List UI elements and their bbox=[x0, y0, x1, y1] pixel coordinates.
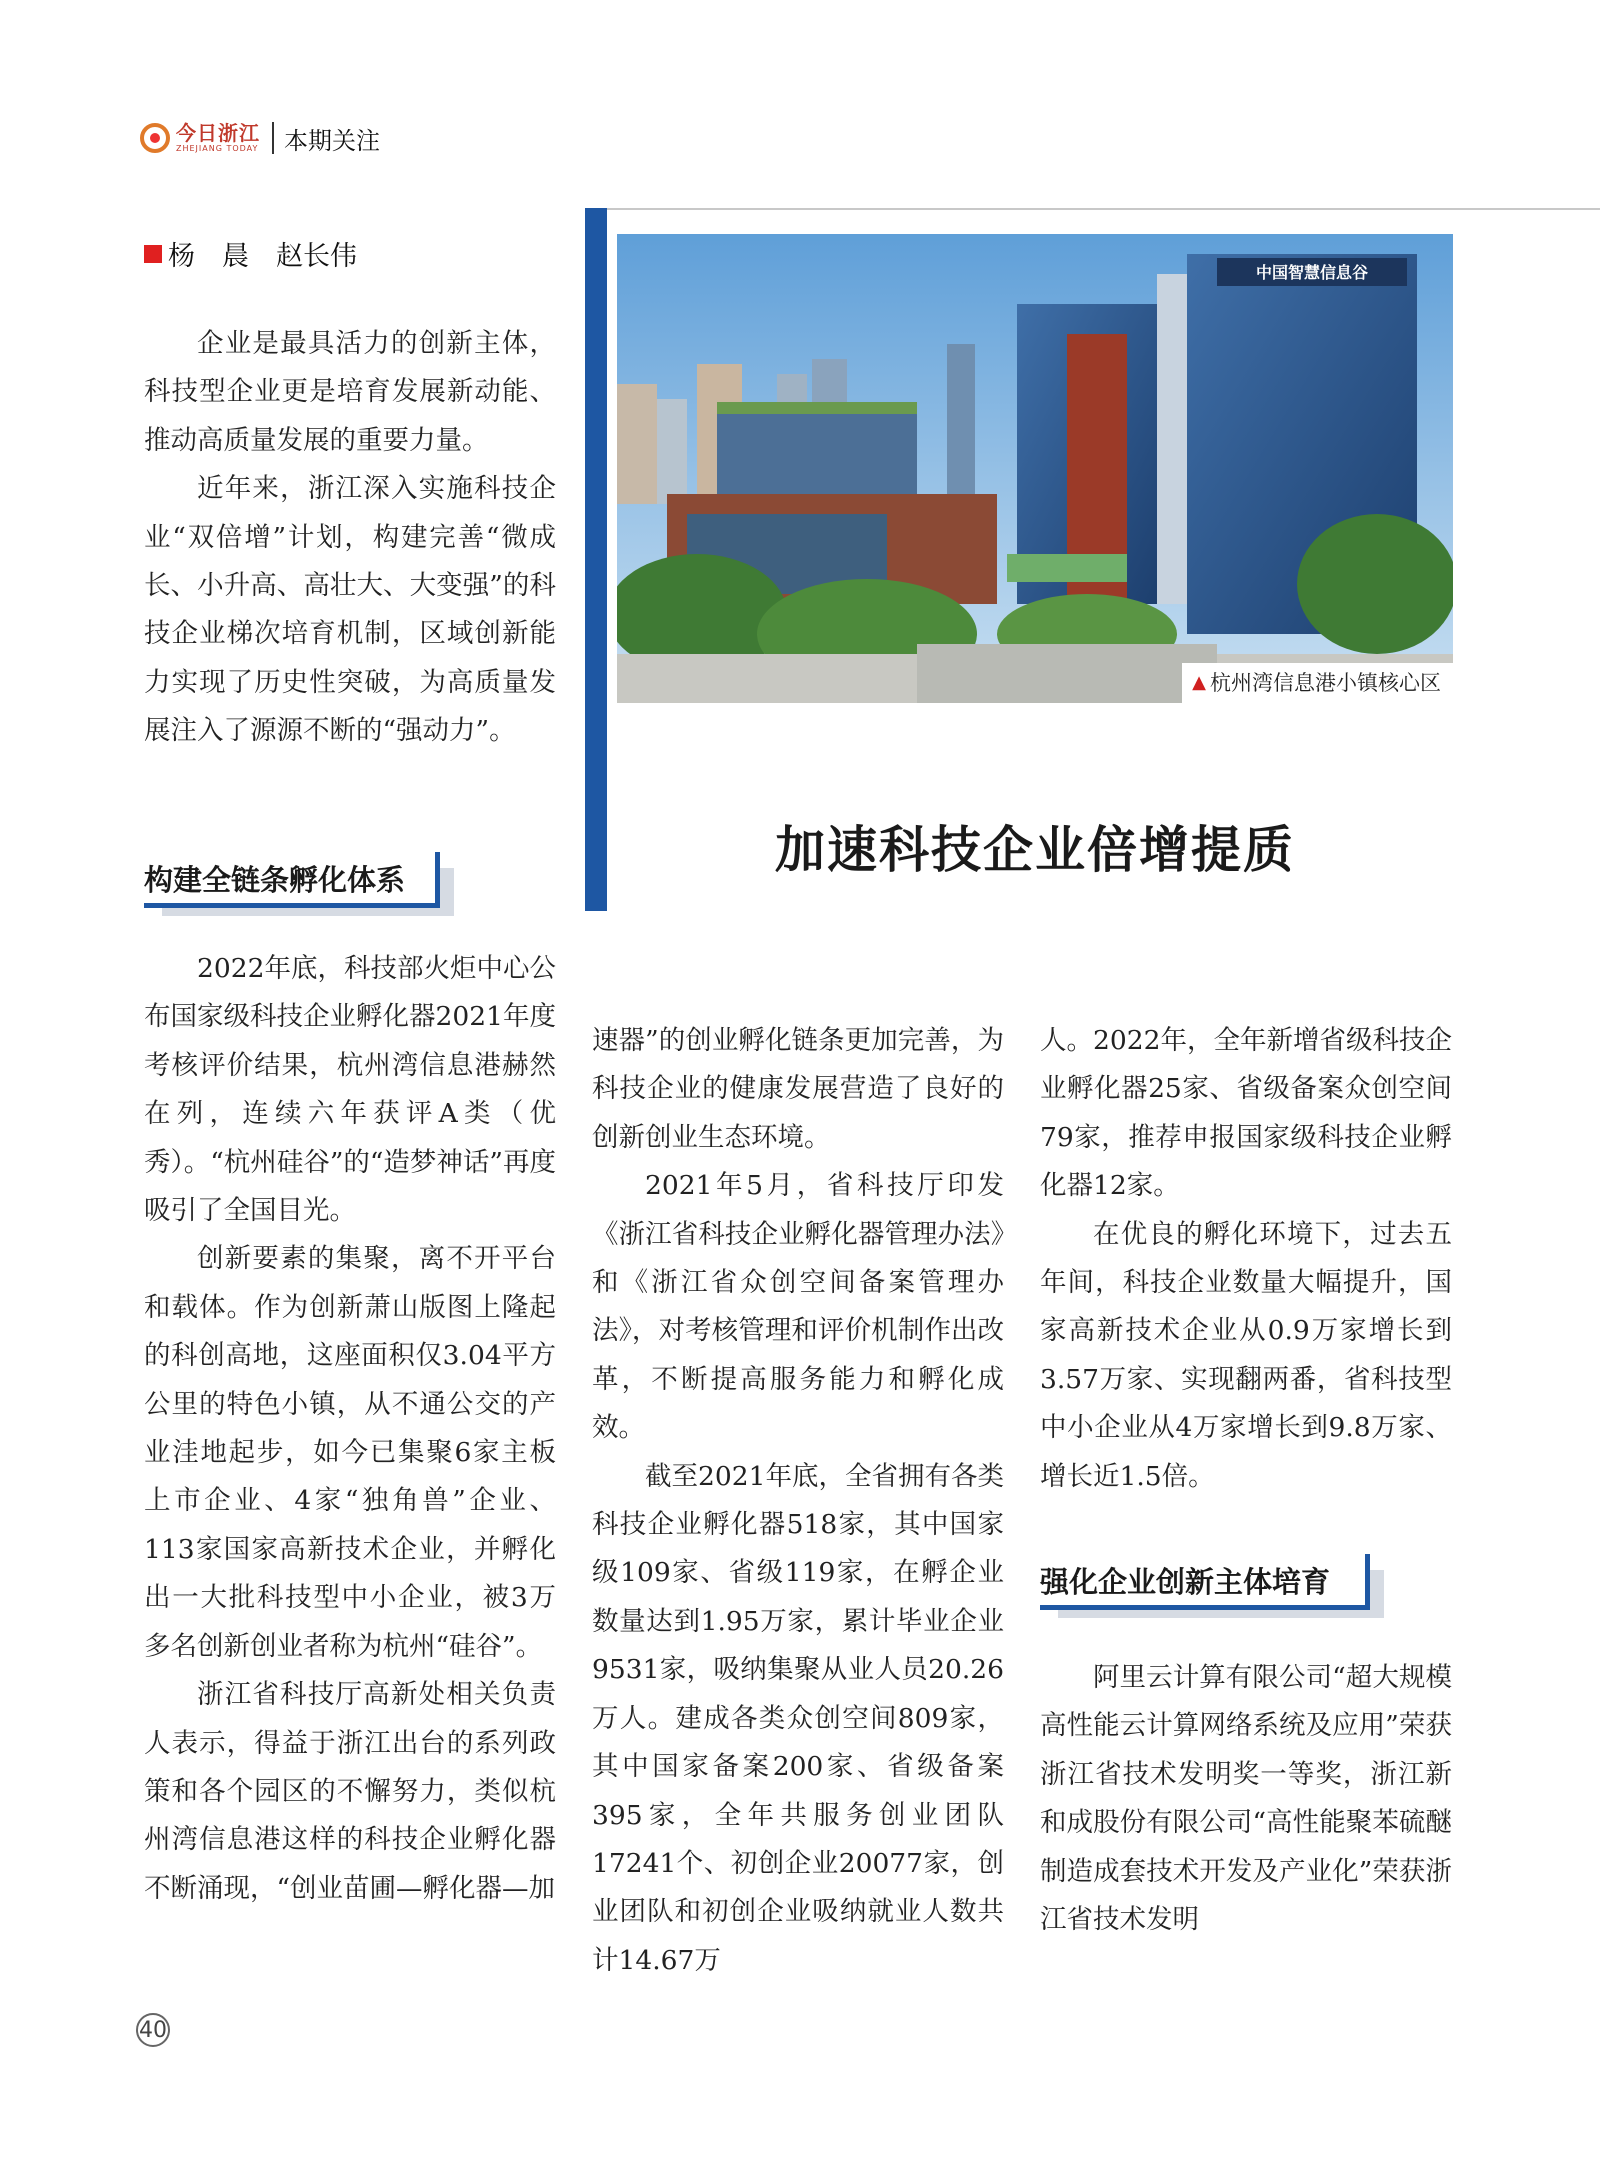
paragraph: 截至2021年底，全省拥有各类科技企业孵化器518家，其中国家级109家、省级119家，在孵企业数量达到1.95万家，累计毕业企业9531家，吸纳集聚从业人员20.26万人。建成各类众创空间809家，其中国家备案200家、省级备案395家，全年共服务创业团队17241个、初创企业20077家，创业团队和初创企业吸纳就业人数共计14.67万 bbox=[592, 1460, 1004, 1976]
city-buildings-illustration bbox=[617, 234, 1453, 703]
logo-english-text: ZHEJIANG TODAY bbox=[176, 144, 259, 153]
section-label: 本期关注 bbox=[284, 126, 380, 155]
magazine-header bbox=[140, 118, 380, 158]
section-heading-text: 构建全链条孵化体系 bbox=[144, 863, 406, 897]
intro-column bbox=[144, 320, 556, 756]
header-divider bbox=[272, 122, 274, 154]
sun-logo-icon bbox=[140, 123, 170, 153]
feature-photo bbox=[617, 234, 1453, 703]
paragraph: 2021年5月，省科技厅印发《浙江省科技企业孵化器管理办法》和《浙江省众创空间备案管理办法》，对考核管理和评价机制作出改革，不断提高服务能力和孵化成效。 bbox=[592, 1170, 1004, 1444]
body-column-3-continued bbox=[1040, 1654, 1452, 1944]
caption-text: 杭州湾信息港小镇核心区 bbox=[1210, 671, 1441, 695]
paragraph: 浙江省科技厅高新处相关负责人表示，得益于浙江出台的系列政策和各个园区的不懈努力，类似杭州湾信息港这样的科技企业孵化器不断涌现，“创业苗圃—孵化器—加 bbox=[144, 1679, 556, 1904]
logo-chinese-text: 今日浙江 bbox=[176, 121, 260, 145]
page-number: 40 bbox=[136, 2013, 170, 2047]
section-heading bbox=[1040, 1554, 1370, 1610]
body-column-1 bbox=[144, 945, 556, 1913]
byline bbox=[144, 234, 357, 273]
top-rule bbox=[586, 208, 1600, 210]
photo-caption bbox=[1182, 663, 1453, 703]
paragraph: 速器”的创业孵化链条更加完善，为科技企业的健康发展营造了良好的创新创业生态环境。 bbox=[592, 1025, 1004, 1153]
section-heading bbox=[144, 852, 440, 908]
body-column-2 bbox=[592, 1017, 1004, 1985]
paragraph: 创新要素的集聚，离不开平台和载体。作为创新萧山版图上隆起的科创高地，这座面积仅3.04平方公里的特色小镇，从不通公交的产业洼地起步，如今已集聚6家主板上市企业、4家“独角兽”企业、113家国家高新技术企业，并孵化出一大批科技型中小企业，被3万多名创新创业者称为杭州“硅谷”。 bbox=[144, 1243, 556, 1662]
magazine-logo bbox=[140, 123, 260, 153]
paragraph: 在优良的孵化环境下，过去五年间，科技企业数量大幅提升，国家高新技术企业从0.9万家增长到3.57万家、实现翻两番，省科技型中小企业从4万家增长到9.8万家、增长近1.5倍。 bbox=[1040, 1218, 1452, 1492]
section-heading-text: 强化企业创新主体培育 bbox=[1040, 1565, 1331, 1599]
body-column-3 bbox=[1040, 1017, 1452, 1501]
paragraph: 企业是最具活力的创新主体，科技型企业更是培育发展新动能、推动高质量发展的重要力量。 bbox=[144, 328, 556, 456]
tower-sign: 中国智慧信息谷 bbox=[1255, 263, 1369, 282]
paragraph: 阿里云计算有限公司“超大规模高性能云计算网络系统及应用”荣获浙江省技术发明奖一等奖，浙江新和成股份有限公司“高性能聚苯硫醚制造成套技术开发及产业化”荣获浙江省技术发明 bbox=[1040, 1662, 1452, 1936]
author-names: 杨 晨 赵长伟 bbox=[168, 241, 357, 272]
red-square-icon bbox=[144, 245, 162, 263]
paragraph: 近年来，浙江深入实施科技企业“双倍增”计划，构建完善“微成长、小升高、高壮大、大变强”的科技企业梯次培育机制，区域创新能力实现了历史性突破，为高质量发展注入了源源不断的“强动力”。 bbox=[144, 473, 556, 747]
paragraph: 人。2022年，全年新增省级科技企业孵化器25家、省级备案众创空间79家，推荐申报国家级科技企业孵化器12家。 bbox=[1040, 1025, 1452, 1202]
accent-bar bbox=[585, 208, 607, 911]
article-headline: 加速科技企业倍增提质 bbox=[775, 820, 1295, 879]
triangle-icon: ▲ bbox=[1192, 671, 1206, 693]
paragraph: 2022年底，科技部火炬中心公布国家级科技企业孵化器2021年度考核评价结果，杭州湾信息港赫然在列，连续六年获评A类（优秀）。“杭州硅谷”的“造梦神话”再度吸引了全国目光。 bbox=[144, 953, 556, 1227]
